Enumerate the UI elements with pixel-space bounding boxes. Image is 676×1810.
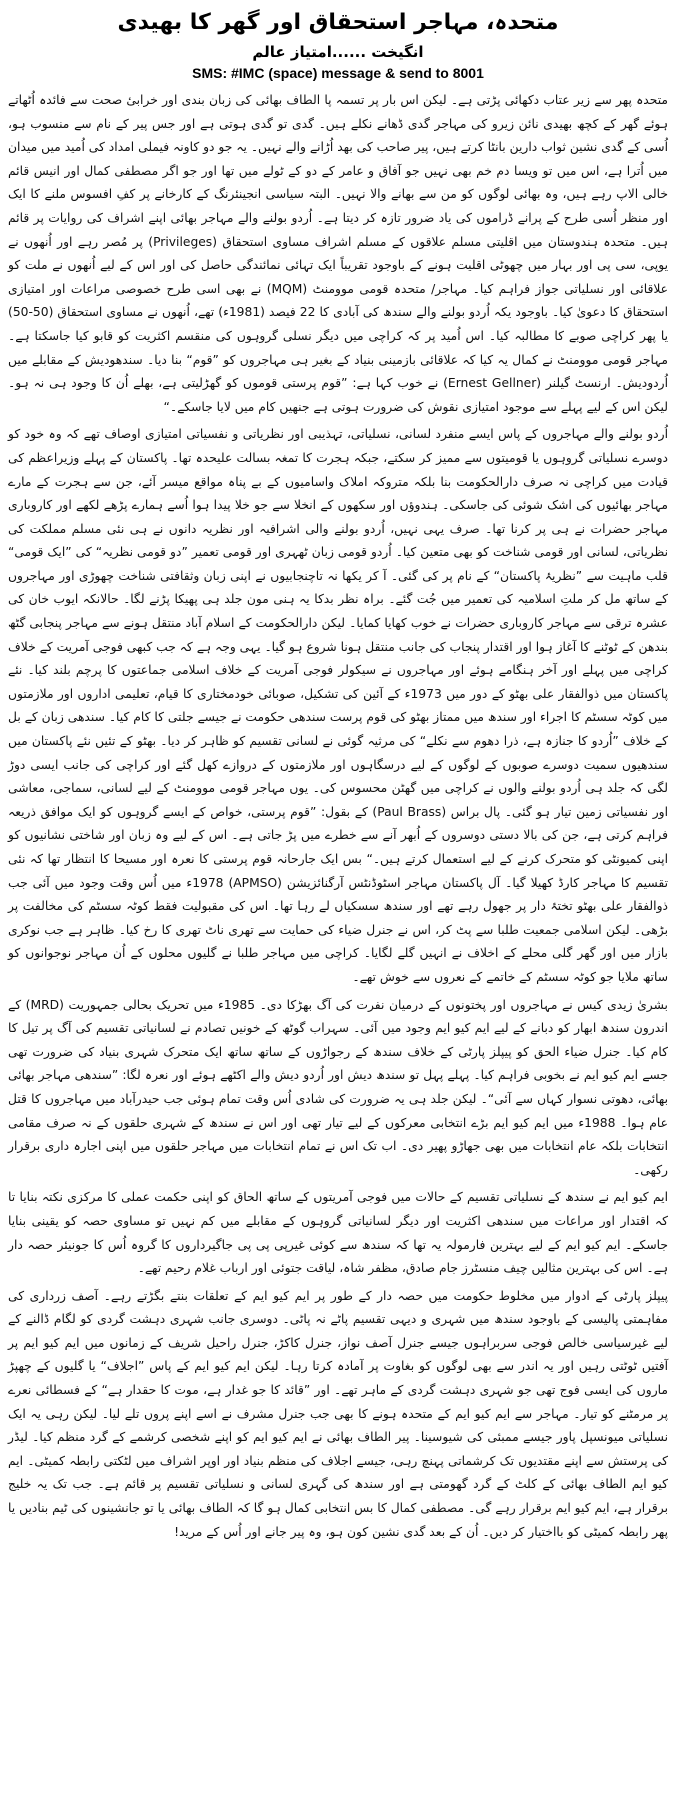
sms-line: SMS: #IMC (space) message & send to 8001	[192, 65, 484, 81]
paragraph: بشریٰ زیدی کیس نے مہاجروں اور پختونوں کے درمیان نفرت کی آگ بھڑکا دی۔ 1985ء میں تحریک بحالی جمہوریت (MRD) کے اندرون سندھ ابھار کو دبانے کے لیے ایم کیو ایم وجود میں آئی۔ سہراب گوٹھ کے خونیں تصادم نے لسانیاتی تقسیم کی آگ پر تیل کا کام کیا۔ جنرل ضیاء الحق کو پیپلز پارٹی کے خلاف سندھ کے رجواڑوں کے ساتھ ساتھ ایک متحرک شہری بنیاد کی ضرورت تھی جسے ایم کیو ایم نے بخوبی فراہم کیا۔ پہلے پہل تو سندھ دیش اور اُردو دیش والے اکٹھے ہوئے اور نعرہ لگا: ”سندھی مہاجر بھائی بھائی، دھوتی نسوار کہاں سے آئی“۔ لیکن جلد ہی یہ ضرورت کی شادی اُس وقت تمام ہوئی جب حیدرآباد میں مہاجروں کا قتل عام ہوا۔ 1988ء میں ایم کیو ایم بڑے انتخابی معرکوں کے لیے تیار تھی اور اس نے سندھ کے شہری حلقوں کے نہ صرف مقامی انتخابات بلکہ عام انتخابات میں بھی جھاڑو پھیر دی۔ اب تک اس نے تمام انتخابات میں مہاجر حلقوں میں اپنی اجارہ داری برقرار رکھی۔	[8, 997, 668, 1177]
headline: متحدہ، مہاجر استحقاق اور گھر کا بھیدی	[117, 10, 559, 35]
paragraph: ایم کیو ایم نے سندھ کے نسلیاتی تقسیم کے حالات میں فوجی آمریتوں کے ساتھ الحاق کو اپنی حکمت عملی کا مرکزی نکتہ بنایا تا کہ اقتدار اور مراعات میں سندھی اکثریت اور دیگر لسانیاتی گروہوں کے مقابلے میں کم نہیں تو مساوی حصہ کو یقینی بنایا جاسکے۔ ایم کیو ایم کے لیے بہترین فارمولہ یہ تھا کہ سندھ سے کوئی غیرپی پی پی جاگیرداروں کا گروہ اُس کا جونیئر حصہ دار ہے۔ اس کی بہترین مثالیں چیف منسٹرز جام صادق، مظفر شاہ، لیاقت جتوئی اور ارباب غلام رحیم تھے۔	[8, 1190, 668, 1276]
article-body	[8, 89, 668, 1544]
paragraph: پیپلز پارٹی کے ادوار میں مخلوط حکومت میں حصہ دار کے طور پر ایم کیو ایم کے تعلقات بنتے بگڑتے رہے۔ آصف زرداری کی مفاہمتی پالیسی کے باوجود سندھ میں شہری و دیہی تقسیم پاٹے نہ پاٹی۔ دوسری جانب شہری دہشت گردی کو لگام ڈالنے کے لیے غیرسیاسی خالص فوجی سربراہوں جیسے جنرل آصف نواز، جنرل کاکڑ، جنرل راحیل شریف کے زمانوں میں ایم کیو ایم پر آفتیں ٹوٹتی رہیں اور یہ اندر سے بھی لوگوں کو بغاوت پر آمادہ کرتا رہا۔ لیکن ایم کیو ایم کے پاس ”اجلاف“ یا گلیوں کے چھپڑ ماروں کی ایسی فوج تھی جو شہری دہشت گردی کے ماہر تھے۔ اور ”قائد کا جو غدار ہے، موت کا حقدار ہے“ کے فسطائی نعرے پر مرمٹنے کو تیار۔ مہاجر سے ایم کیو ایم کے متحدہ ہونے کا بھی جب جنرل مشرف نے اسے اپنے پروں تلے لیا۔ لیکن رہی یہ ایک نسلیاتی میونسپل پاور جیسے ممبئی کی شیوسینا۔ پیر الطاف بھائی نے ایم کیو ایم کو اپنے شخصی کرشمے کے گرد منظم کیا۔ لیڈر کی پرستش سے اپنے مقتدیوں تک کرشماتی پہنچ رہی، جیسے اجلاف کی منظم بنیاد اور اوپر اشراف میں لٹکتی رابطہ کمیٹی۔ ایم کیو ایم الطاف بھائی کے کلٹ کے گرد گھومتی ہے اور سندھ کی گہری لسانی و نسلیاتی تقسیم پر قائم ہے۔ جب تک یہ خلیج برقرار ہے، ایم کیو ایم برقرار رہے گی۔ مصطفی کمال کا بس انتخابی کمال ہو گا کہ الطاف بھائی یا تو جانشینوں کی ٹیم بنادیں یا پھر رابطہ کمیٹی کو بااختیار کر دیں۔ اُن کے بعد گدی نشین کون ہو، وہ پیر جانے اور اُس کے مرید!	[8, 1288, 668, 1539]
paragraph: متحدہ پھر سے زیر عتاب دکھائی پڑتی ہے۔ لیکن اس بار پر تسمہ پا الطاف بھائی کی زبان بندی اور خرابیٔ صحت سے فائدہ اُٹھاتے ہوئے گھر کے کچھ بھیدی نائن زیرو کی مہاجر گدی ڈھانے نکلے ہیں۔ گدی تو گدی ہوتی ہے اور جس پیر کے نام سے منسوب ہو، اُسی کے گدی نشین ثواب دارین بانٹا کرتے ہیں، پیر صاحب کی بھد اُڑانے والے نہیں۔ یہ جو دو کاونہ فیملی امداد کی اُمید میں میدان میں اُترا ہے، اس میں تو ویسا دم خم بھی نہیں جو آفاق و عامر کے دو کے ٹولے میں تھا اور جو اگر مصطفی کمال اور انیس قائم خالی الاپ رہے ہیں، وہ بھائی لوگوں کو من سے بھانے والا نہیں۔ البتہ سیاسی انجینئرنگ کے کارخانے پر کفِ افسوس ملنے کا ایک اور منظر اُسی طرح کے پرانے ڈراموں کی یاد ضرور تازہ کر دیتا ہے۔ اُردو بولنے والے مہاجر بھائی اپنے اشراف کی روایات پر قائم ہیں۔ متحدہ ہندوستان میں اقلیتی مسلم علاقوں کے مسلم اشراف مساوی استحقاق (Privileges) پر مُصر رہے اور اُنھوں نے یوپی، سی پی اور بہار میں چھوٹی اقلیت ہونے کے باوجود تقریباً ایک تہائی نمائندگی حاصل کی اور اس کے لیے اُنھوں نے ملت کو علاقائی اور نسلیاتی جواز فراہم کیا۔ مہاجر/ متحدہ قومی موومنٹ (MQM) نے بھی اسی طرح خصوصی مراعات اور امتیازی استحقاق کا دعویٰ کیا۔ باوجود یکہ اُردو بولنے والے سندھ کی آبادی کا 22 فیصد (1981ء) تھے، اُنھوں نے مساوی استحقاق (50-50) یا پھر کراچی صوبے کا مطالبہ کیا۔ اس اُمید پر کہ کراچی میں دیگر نسلی گروہوں کی منقسم اکثریت کو قابو کیا جاسکتا ہے۔ مہاجر قومی موومنٹ نے کمال یہ کیا کہ علاقائی بازمینی بنیاد کے بغیر ہی مہاجروں کو ”قوم“ بنا دیا۔ سندھودیش کے مقابلے میں اُردودیش۔ ارنسٹ گیلنر (Ernest Gellner) نے خوب کہا ہے: ”قوم پرستی قوموں کو گھڑلیتی ہے، بھلے اُن کا وجود ہی نہ ہو۔ لیکن اس کے لیے پہلے سے موجود امتیازی نقوش کی ضرورت ہوتی ہے جنھیں کام میں لایا جاسکے۔“	[8, 93, 669, 414]
byline: انگیخت ......امتیاز عالم	[252, 43, 424, 61]
paragraph: اُردو بولنے والے مہاجروں کے پاس ایسے منفرد لسانی، نسلیاتی، تہذیبی اور نظریاتی و نفسیاتی امتیازی اوصاف تھے کہ وہ خود کو دوسرے نسلیاتی گروہوں یا قومیتوں سے ممیز کر سکتے، جبکہ ہجرت کا تمغہ بسالت علیحدہ تھا۔ پاکستان کے پہلے وزیراعظم کی قیادت میں کراچی نہ صرف دارالحکومت بنا بلکہ متروکہ املاک واسامیوں کے بے پناہ مواقع میسر آئے، جن سے ہجرت کے مارے مہاجر بھائیوں کی اشک شوئی کی جاسکی۔ ہندوؤں اور سکھوں کے انخلا سے جو خلا پیدا ہوا اُسے ہمارے پڑھے لکھے اور کاروباری مہاجر حضرات نے ہی پر کرنا تھا۔ صرف یہی نہیں، اُردو بولنے والی اشرافیہ اور نظریہ دانوں نے ہی نئی مسلم مملکت کی نظریاتی، لسانی اور قومی شناخت کو بھی متعین کیا۔ اُردو قومی زبان ٹھہری اور قومی تعمیر ”دو قومی نظریہ“ کی ”ایک قومی“ قلب ماہیت سے ”نظریۂ پاکستان“ کے نام پر کی گئی۔ آ کر یکھا نہ تاچنجابیوں نے اپنی زبان وثقافتی شناخت چھوڑی اور مہاجروں کے ساتھ مل کر ملتِ اسلامیہ کی تعمیر میں جُت گئے۔ براہ نظر بدکا یہ ہنی مون جلد ہی پھیکا پڑنے لگا۔ حالانکہ ایوب خان کی عشرہ ترقی سے مہاجر کاروباری حضرات نے خوب کھایا کمایا۔ لیکن دارالحکومت کے اسلام آباد منتقل ہونے سے مہاجر پنجابی گٹھ بندھن کے ٹوٹنے کا آغاز ہوا اور اقتدار پنجاب کی جانب منتقل ہونا شروع ہو گیا۔ یہی وجہ ہے کہ جب کبھی فوجی آمریت کے خلاف کراچی میں پہلے اور آخر ہنگامے ہوئے اور مہاجروں نے سیکولر فوجی آمریت کے خلاف اسلامی جماعتوں کا پرچم بلند کیا۔ نئے پاکستان میں ذوالفقار علی بھٹو کے دور میں 1973ء کے آئین کی تشکیل، صوبائی خودمختاری کا قیام، تعلیمی اداروں اور ملازمتوں میں کوٹہ سسٹم کا اجراء اور سندھ میں ممتاز بھٹو کی قوم پرست سندھی حکومت نے جیسے جلتی کا کام کیا۔ سندھی زبان کے بل کے خلاف ”اُردو کا جنازہ ہے، ذرا دھوم سے نکلے“ کی مرثیہ گوئی نے لسانی تقسیم کو ظاہر کر دیا۔ بھٹو کے تئیں نئے پاکستان میں سندھیوں سمیت دوسرے صوبوں کے لوگوں کے لیے درسگاہوں اور ملازمتوں کے دروازے کھل گئے اور کراچی کی جانب ایسی دوڑ لگی کہ جلد ہی اُردو بولنے والوں نے کراچی میں گھٹن محسوس کی۔ یوں مہاجر قومی موومنٹ کے لیے لسانی، سماجی، معاشی اور نفسیاتی زمین تیار ہو گئی۔ پال براس (Paul Brass) کے بقول: ”قوم پرستی، خواص کے ایسے گروہوں کو ایک موافق ذریعہ فراہم کرتی ہے، جن کی بالا دستی دوسروں کے اُبھر آنے سے خطرے میں پڑ جاتی ہے۔ اس کے لیے وہ زبان اور شاختی نشانیوں کو اپنی کمیونٹی کو متحرک کرنے کے لیے استعمال کرتے ہیں۔“ بس ایک جارحانہ قوم پرستی کا نعرہ اور مسیحا کا انتظار تھا کہ نئی تقسیم کا مہاجر کارڈ کھیلا گیا۔ آل پاکستان مہاجر اسٹوڈنٹس آرگنائزیشن (APMSO) 1978ء میں اُس وقت وجود میں آئی جب ذوالفقار علی بھٹو تختۂ دار پر جھول رہے تھے اور سندھ سسکیاں لے رہا تھا۔ اس کی مقبولیت فقط کوٹہ سسٹم کی مخالفت پر بڑھی۔ لیکن اسلامی جمعیت طلبا سے پٹ کر، اس نے جنرل ضیاء کی حمایت سے تھری ناٹ تھری کا رخ کیا۔ ظاہر ہے جب نوکری بازار میں اور گھر گلی محلے کے اخلاف نے انہیں گلے لگایا۔ کراچی میں مہاجر طلبا نے گلیوں محلوں کے اُن مہاجر نوجوانوں کو ساتھ ملایا جو کوٹہ سسٹم کے خاتمے کے نعروں سے خوش تھے۔	[8, 427, 668, 984]
